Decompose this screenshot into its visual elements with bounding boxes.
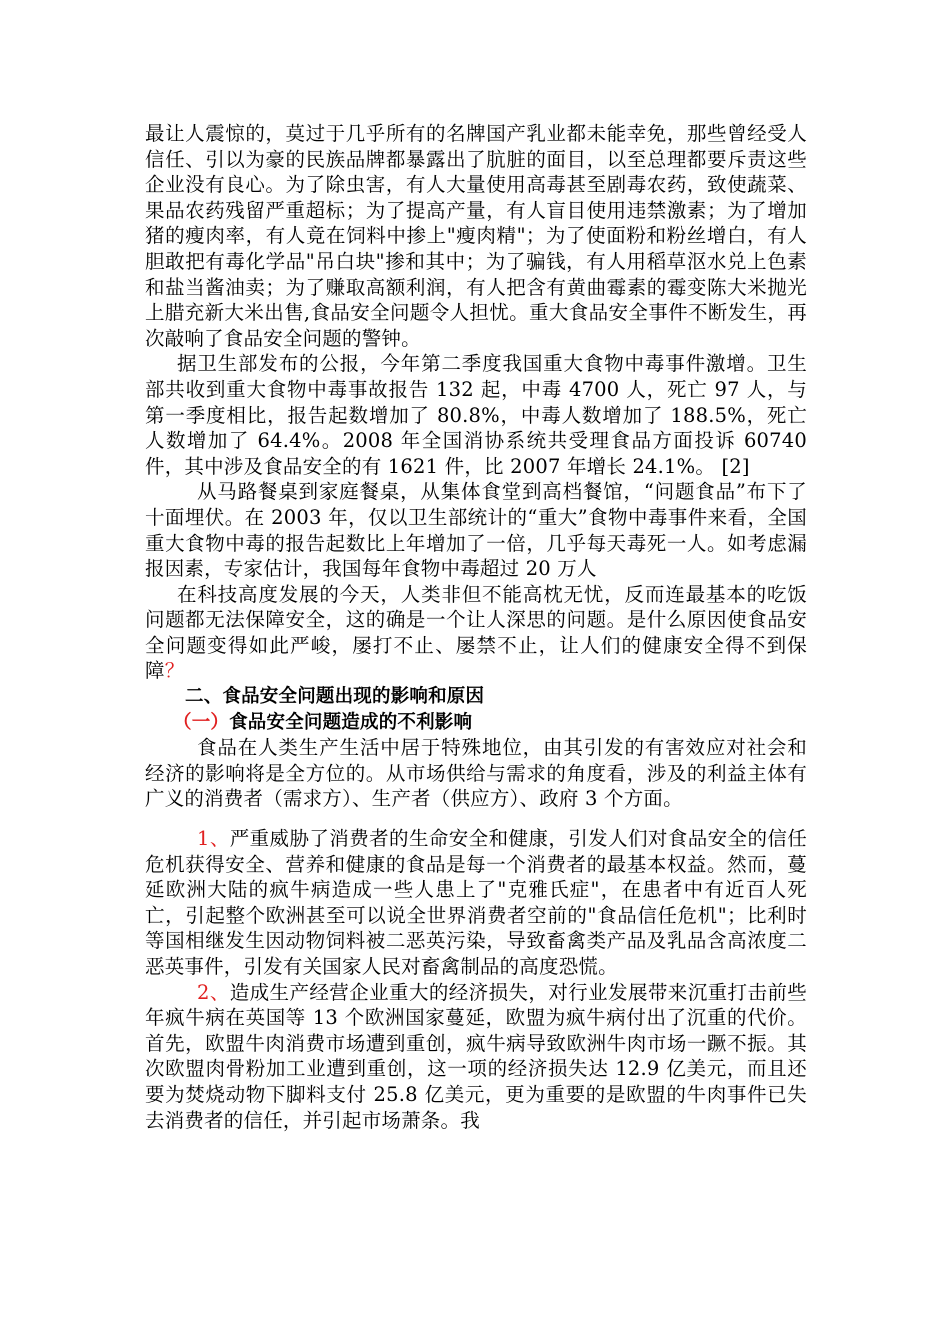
list-item-2-text: 造成生产经营企业重大的经济损失，对行业发展带来沉重打击前些年疯牛病在英国等 13 个欧洲国家蔓延，欧盟为疯牛病付出了沉重的代价。首先，欧盟牛肉消费市场遭到重创，疯牛病导致欧洲牛肉市场一蹶不振。其次欧盟肉骨粉加工业遭到重创，这一项的经济损失达 12.9 亿美元，而且还要为焚烧动物下脚料支付 25.8 亿美元，更为重要的是欧盟的牛肉事件已失去消费者的信任，并引起市场萧条。我 [145,980,807,1132]
paragraph-2: 据卫生部发布的公报，今年第二季度我国重大食物中毒事件激增。卫生部共收到重大食物中毒事故报告 132 起，中毒 4700 人，死亡 97 人，与第一季度相比，报告起数增加了 80.8%，中毒人数增加了 188.5%，死亡人数增加了 64.4%。2008 年全国消协系统共受理食品方面投诉 60740 件，其中涉及食品安全的有 1621 件，比 2007 年增长 24.1%。 [2] [145,352,807,478]
list-item-1-text: 严重威胁了消费者的生命安全和健康，引发人们对食品安全的信任危机获得安全、营养和健康的食品是每一个消费者的最基本权益。然而，蔓延欧洲大陆的疯牛病造成一些人患上了"克雅氏症"，在患者中有近百人死亡，引起整个欧洲甚至可以说全世界消费者空前的"食品信任危机"；比利时等国相继发生因动物饲料被二恶英污染，导致畜禽类产品及乳品含高浓度二恶英事件，引发有关国家人民对畜禽制品的高度恐慌。 [145,827,807,978]
paragraph-5: 食品在人类生产生活中居于特殊地位，由其引发的有害效应对社会和经济的影响将是全方位的。从市场供给与需求的角度看，涉及的利益主体有广义的消费者（需求方）、生产者（供应方）、政府 3 个方面。 [145,736,807,811]
subsection-heading-1 [145,710,807,736]
list-item-1-number: 1、 [197,827,230,851]
list-item-2-number: 2、 [197,980,230,1004]
subsection-heading-prefix: （一） [173,711,230,733]
paragraph-4-question-mark: ？ [164,659,185,683]
list-item-1 [145,826,807,980]
subsection-heading-text: 食品安全问题造成的不利影响 [229,711,473,733]
paragraph-4 [145,582,807,684]
paragraph-4-text: 在科技高度发展的今天，人类非但不能高枕无忧，反而连最基本的吃饭问题都无法保障安全，这的确是一个让人深思的问题。是什么原因使食品安全问题变得如此严峻，屡打不止、屡禁不止，让人们的健康安全得不到保障 [145,582,807,683]
spacer [145,812,807,826]
document-page [145,121,807,1133]
paragraph-1: 最让人震惊的，莫过于几乎所有的名牌国产乳业都未能幸免，那些曾经受人信任、引以为豪的民族品牌都暴露出了肮脏的面目，以至总理都要斥责这些企业没有良心。为了除虫害，有人大量使用高毒甚至剧毒农药，致使蔬菜、果品农药残留严重超标；为了提高产量，有人盲目使用违禁激素；为了增加猪的瘦肉率，有人竟在饲料中掺上"瘦肉精"；为了使面粉和粉丝增白，有人胆敢把有毒化学品"吊白块"掺和其中；为了骗钱，有人用稻草沤水兑上色素和盐当酱油卖；为了赚取高额利润，有人把含有黄曲霉素的霉变陈大米抛光上腊充新大米出售,食品安全问题令人担忧。重大食品安全事件不断发生，再次敲响了食品安全问题的警钟。 [145,122,807,350]
list-item-2 [145,980,807,1134]
section-heading-2: 二、食品安全问题出现的影响和原因 [185,686,485,708]
paragraph-3: 从马路餐桌到家庭餐桌，从集体食堂到高档餐馆，“问题食品”布下了十面埋伏。在 2003 年，仅以卫生部统计的“重大”食物中毒事件来看，全国重大食物中毒的报告起数比上年增加了一倍，几乎每天毒死一人。如考虑漏报因素，专家估计，我国每年食物中毒超过 20 万人 [145,480,807,581]
